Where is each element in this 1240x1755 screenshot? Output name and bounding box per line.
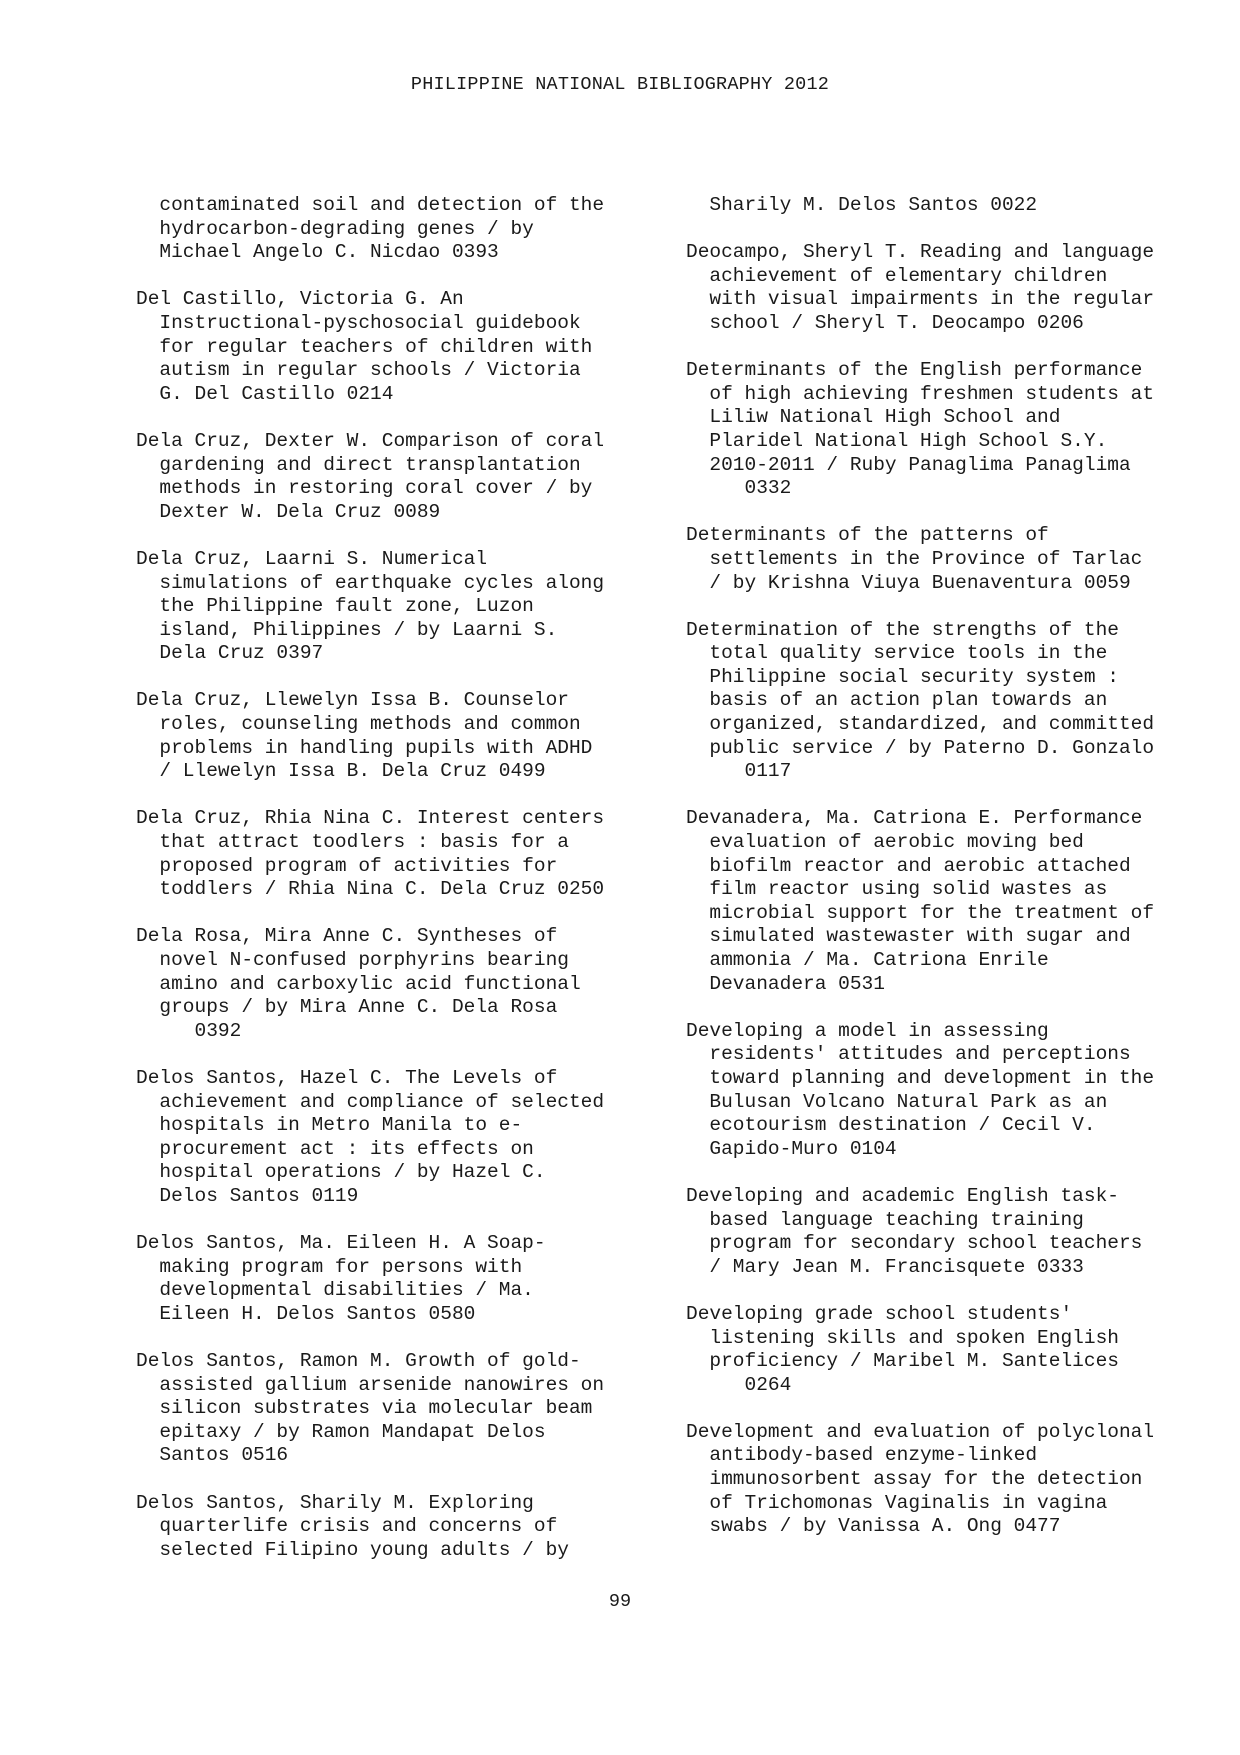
bibliography-entry (686, 807, 1154, 996)
entry-line: Sharily M. Delos Santos 0022 (686, 194, 1038, 216)
entry-line: 0332 (686, 477, 792, 500)
bibliography-entry (136, 1492, 604, 1563)
entry-line: Del Castillo, Victoria G. An (136, 288, 464, 311)
bibliography-entry (136, 194, 604, 265)
entry-line: roles, counseling methods and common (136, 713, 581, 736)
entry-line: Liliw National High School and (686, 406, 1061, 429)
entry-line: Dela Cruz, Dexter W. Comparison of coral (136, 429, 605, 452)
entry-line: Determination of the strengths of the (686, 618, 1119, 641)
entry-line: assisted gallium arsenide nanowires on (136, 1373, 605, 1396)
bibliography-entry (686, 1020, 1154, 1162)
entry-line: Delos Santos, Sharily M. Exploring (136, 1491, 534, 1514)
entry-line: settlements in the Province of Tarlac (686, 547, 1143, 570)
entry-line: Development and evaluation of polyclonal (686, 1420, 1155, 1443)
entry-line: with visual impairments in the regular (686, 288, 1155, 311)
page-header: PHILIPPINE NATIONAL BIBLIOGRAPHY 2012 (410, 74, 830, 95)
entry-line: achievement of elementary children (686, 264, 1108, 287)
entry-line: 0264 (686, 1373, 792, 1396)
entry-line: school / Sheryl T. Deocampo 0206 (686, 311, 1084, 334)
entry-line: methods in restoring coral cover / by (136, 477, 593, 500)
entry-line: Developing a model in assessing (686, 1019, 1049, 1042)
bibliography-entry (136, 1232, 604, 1326)
entry-line: amino and carboxylic acid functional (136, 972, 581, 995)
entry-line: procurement act : its effects on (136, 1137, 534, 1160)
entry-line: residents' attitudes and perceptions (686, 1043, 1131, 1066)
bibliography-entry (686, 194, 1154, 218)
entry-line: of Trichomonas Vaginalis in vagina (686, 1491, 1108, 1514)
bibliography-entry (686, 1303, 1154, 1397)
entry-line: Delos Santos, Ramon M. Growth of gold- (136, 1350, 581, 1373)
entry-line: toddlers / Rhia Nina C. Dela Cruz 0250 (136, 878, 605, 901)
entry-line: / Llewelyn Issa B. Dela Cruz 0499 (136, 760, 546, 783)
entry-line: of high achieving freshmen students at (686, 382, 1155, 405)
entry-line: Delos Santos, Ma. Eileen H. A Soap- (136, 1232, 546, 1255)
bibliography-entry (136, 288, 604, 406)
entry-line: / by Krishna Viuya Buenaventura 0059 (686, 571, 1131, 594)
entry-line: 2010-2011 / Ruby Panaglima Panaglima (686, 453, 1131, 476)
entry-line: the Philippine fault zone, Luzon (136, 595, 534, 618)
entry-line: organized, standardized, and committed (686, 713, 1155, 736)
entry-line: Dela Cruz, Rhia Nina C. Interest centers (136, 807, 605, 830)
bibliography-entry (136, 925, 604, 1043)
entry-line: film reactor using solid wastes as (686, 878, 1108, 901)
entry-line: selected Filipino young adults / by (136, 1538, 569, 1561)
entry-line: Dela Cruz, Llewelyn Issa B. Counselor (136, 689, 569, 712)
right-column (686, 194, 1154, 1562)
entry-line: Philippine social security system : (686, 665, 1119, 688)
entry-line: quarterlife crisis and concerns of (136, 1515, 558, 1538)
entry-line: Deocampo, Sheryl T. Reading and language (686, 241, 1155, 264)
entry-line: problems in handling pupils with ADHD (136, 736, 593, 759)
entry-line: proficiency / Maribel M. Santelices (686, 1350, 1119, 1373)
bibliography-entry (686, 1185, 1154, 1279)
bibliography-entry (136, 1067, 604, 1209)
entry-line: immunosorbent assay for the detection (686, 1468, 1143, 1491)
entry-line: basis of an action plan towards an (686, 689, 1108, 712)
bibliography-entry (136, 548, 604, 666)
entry-line: developmental disabilities / Ma. (136, 1279, 534, 1302)
entry-line: Determinants of the patterns of (686, 524, 1049, 547)
entry-line: hospitals in Metro Manila to e- (136, 1114, 523, 1137)
entry-line: proposed program of activities for (136, 854, 558, 877)
entry-line: based language teaching training (686, 1208, 1084, 1231)
entry-line: epitaxy / by Ramon Mandapat Delos (136, 1420, 546, 1443)
entry-line: G. Del Castillo 0214 (136, 382, 394, 405)
entry-line: Dela Cruz 0397 (136, 642, 324, 665)
entry-line: simulated wastewaster with sugar and (686, 925, 1131, 948)
entry-line: Gapido-Muro 0104 (686, 1137, 897, 1160)
entry-line: toward planning and development in the (686, 1066, 1155, 1089)
entry-line: Dela Cruz, Laarni S. Numerical (136, 547, 488, 570)
entry-line: Determinants of the English performance (686, 359, 1143, 382)
entry-line: hospital operations / by Hazel C. (136, 1161, 546, 1184)
entry-line: 0117 (686, 760, 792, 783)
bibliography-entry (136, 430, 604, 524)
entry-line: hydrocarbon-degrading genes / by (136, 217, 534, 240)
bibliography-entry (686, 241, 1154, 335)
entry-line: for regular teachers of children with (136, 335, 593, 358)
entry-line: / Mary Jean M. Francisquete 0333 (686, 1255, 1084, 1278)
entry-line: Developing grade school students' (686, 1302, 1073, 1325)
entry-line: Michael Angelo C. Nicdao 0393 (136, 241, 499, 264)
bibliography-entry (686, 359, 1154, 501)
entry-line: contaminated soil and detection of the (136, 194, 605, 216)
entry-line: biofilm reactor and aerobic attached (686, 854, 1131, 877)
bibliography-entry (136, 1350, 604, 1468)
entry-line: Delos Santos 0119 (136, 1184, 359, 1207)
entry-line: swabs / by Vanissa A. Ong 0477 (686, 1515, 1061, 1538)
entry-line: Dela Rosa, Mira Anne C. Syntheses of (136, 925, 558, 948)
entry-line: listening skills and spoken English (686, 1326, 1119, 1349)
entry-line: antibody-based enzyme-linked (686, 1444, 1038, 1467)
entry-line: novel N-confused porphyrins bearing (136, 949, 569, 971)
left-column (136, 194, 604, 1586)
entry-line: gardening and direct transplantation (136, 453, 581, 476)
entry-line: Plaridel National High School S.Y. (686, 429, 1108, 452)
bibliography-entry (686, 524, 1154, 595)
entry-line: Devanadera 0531 (686, 972, 885, 995)
entry-line: ecotourism destination / Cecil V. (686, 1114, 1096, 1137)
entry-line: Developing and academic English task- (686, 1184, 1119, 1207)
entry-line: making program for persons with (136, 1255, 523, 1278)
entry-line: Instructional-pyschosocial guidebook (136, 311, 581, 334)
bibliography-entry (686, 619, 1154, 784)
entry-line: groups / by Mira Anne C. Dela Rosa (136, 996, 558, 1019)
entry-line: microbial support for the treatment of (686, 901, 1155, 924)
entry-line: public service / by Paterno D. Gonzalo (686, 736, 1155, 759)
entry-line: simulations of earthquake cycles along (136, 571, 605, 594)
bibliography-entry (686, 1421, 1154, 1539)
entry-line: Santos 0516 (136, 1444, 289, 1467)
bibliography-entry (136, 689, 604, 783)
entry-line: evaluation of aerobic moving bed (686, 831, 1084, 854)
entry-line: Eileen H. Delos Santos 0580 (136, 1302, 476, 1325)
entry-line: Bulusan Volcano Natural Park as an (686, 1090, 1108, 1113)
entry-line: autism in regular schools / Victoria (136, 359, 581, 382)
entry-line: total quality service tools in the (686, 642, 1108, 665)
entry-line: silicon substrates via molecular beam (136, 1397, 593, 1420)
bibliography-entry (136, 807, 604, 901)
entry-line: that attract toodlers : basis for a (136, 831, 569, 854)
entry-line: 0392 (136, 1019, 242, 1042)
entry-line: Devanadera, Ma. Catriona E. Performance (686, 807, 1143, 830)
entry-line: achievement and compliance of selected (136, 1090, 605, 1113)
entry-line: ammonia / Ma. Catriona Enrile (686, 949, 1049, 971)
entry-line: Dexter W. Dela Cruz 0089 (136, 500, 441, 523)
entry-line: Delos Santos, Hazel C. The Levels of (136, 1066, 558, 1089)
entry-line: program for secondary school teachers (686, 1232, 1143, 1255)
entry-line: island, Philippines / by Laarni S. (136, 618, 558, 641)
page-number: 99 (608, 1591, 632, 1612)
